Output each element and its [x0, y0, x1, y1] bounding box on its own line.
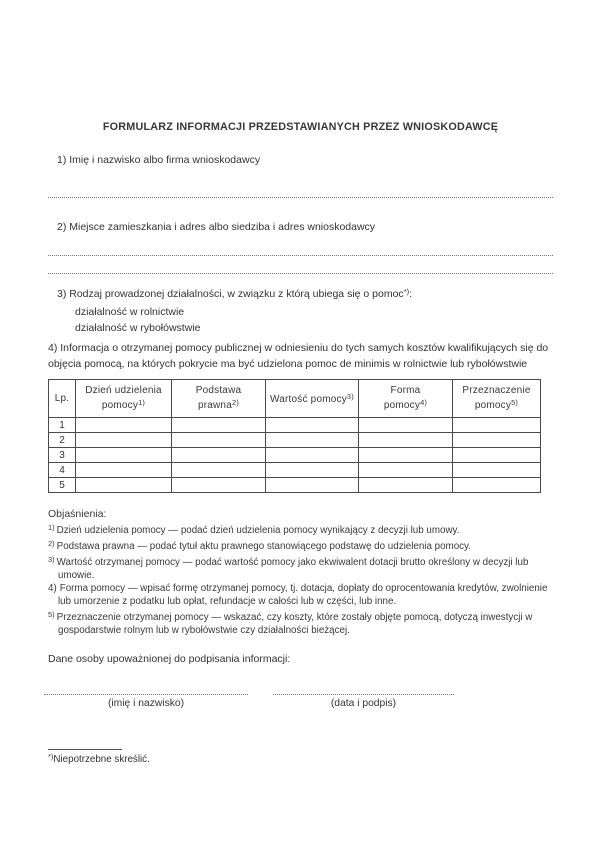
- signature-intro: Dane osoby upoważnionej do podpisania informacji:: [48, 653, 291, 665]
- signature-name-block: [44, 694, 248, 709]
- col-header-legal-basis: Podstawa prawna$^{2)}$: [172, 380, 266, 418]
- table-cell-legal-basis[interactable]: [172, 463, 266, 478]
- table-cell-legal-basis[interactable]: [172, 448, 266, 463]
- table-cell-aid-form[interactable]: [359, 433, 453, 448]
- note-3-marker: 3): [48, 555, 55, 564]
- table-cell-aid-purpose[interactable]: [453, 418, 541, 433]
- col-header-aid-purpose: Przeznaczenie pomocy$^{5)}$: [453, 380, 541, 418]
- col-header-aid-form: Forma pomocy$^{4)}$: [359, 380, 453, 418]
- table-cell-aid-value[interactable]: [266, 448, 359, 463]
- table-cell-grant-date[interactable]: [76, 418, 172, 433]
- col-header-grant-date: Dzień udzielenia pomocy$^{1)}$: [76, 380, 172, 418]
- table-cell-aid-form[interactable]: [359, 448, 453, 463]
- aid-table: [48, 379, 541, 493]
- table-cell-aid-purpose[interactable]: [453, 448, 541, 463]
- table-cell-aid-value[interactable]: [266, 433, 359, 448]
- table-cell-aid-form[interactable]: [359, 478, 453, 493]
- activity-option-agriculture[interactable]: działalność w rolnictwie: [75, 306, 185, 318]
- note-1-marker: 1): [48, 523, 55, 532]
- address-fill-line-2[interactable]: [48, 273, 553, 274]
- explanation-note-3: $^{3)}$ Wartość otrzymanej pomocy — podać wartość pomocy jako ekwiwalent dotacji brutto określony w decyzji lub umowie.: [48, 555, 529, 581]
- signature-name-fill-line[interactable]: [44, 694, 248, 695]
- table-cell-grant-date[interactable]: [76, 433, 172, 448]
- signature-date-block: [273, 694, 454, 709]
- table-cell-legal-basis[interactable]: [172, 433, 266, 448]
- signature-row: [48, 694, 553, 709]
- col-header-lp: Lp.: [49, 380, 76, 418]
- note-2-marker: 2): [48, 539, 55, 548]
- signature-date-fill-line[interactable]: [273, 694, 454, 695]
- table-cell-aid-purpose[interactable]: [453, 478, 541, 493]
- note-5-marker: 5): [48, 610, 55, 619]
- explanation-note-1: $^{1)}$ Dzień udzielenia pomocy — podać dzień udzielenia pomocy wynikający z decyzji lub umowy.: [48, 523, 460, 536]
- address-fill-line-1[interactable]: [48, 255, 553, 256]
- aid-table-header-row: [49, 380, 541, 418]
- explanations-heading: Objaśnienia:: [48, 508, 107, 520]
- table-cell-aid-purpose[interactable]: [453, 433, 541, 448]
- table-cell-grant-date[interactable]: [76, 478, 172, 493]
- table-row: [49, 478, 541, 493]
- row-number: 1: [49, 418, 76, 433]
- note-4-marker: 4): [48, 583, 57, 594]
- field-2-label: 2) Miejsce zamieszkania i adres albo siedziba i adres wnioskodawcy: [57, 221, 376, 233]
- table-cell-aid-purpose[interactable]: [453, 463, 541, 478]
- footnote-divider: [48, 749, 122, 750]
- row-number: 4: [49, 463, 76, 478]
- activity-option-fishery[interactable]: działalność w rybołówstwie: [75, 322, 201, 334]
- table-row: [49, 448, 541, 463]
- table-cell-legal-basis[interactable]: [172, 478, 266, 493]
- date-caption: (data i podpis): [330, 698, 397, 709]
- explanation-note-2: $^{2)}$ Podstawa prawna — podać tytuł aktu prawnego stanowiącego podstawę do udzielenia pomocy.: [48, 539, 471, 552]
- name-caption: (imię i nazwisko): [107, 698, 185, 709]
- activity-options: [75, 304, 553, 336]
- page-title: FORMULARZ INFORMACJI PRZEDSTAWIANYCH PRZEZ WNIOSKODAWCĘ: [102, 121, 499, 133]
- field-3-label: [57, 287, 553, 300]
- footnote-text: *)Niepotrzebne skreślić.: [48, 752, 150, 765]
- field-3-text: 3) Rodzaj prowadzonej działalności, w związku z którą ubiega się o pomoc: [57, 288, 404, 300]
- explanation-note-4: 4) Forma pomocy — wpisać formę otrzymanej pomocy, tj. dotacja, dopłaty do oprocentowania kredytów, zwolnienie lub umorzenie z podatku lub opłat, refundacje w całości lub w części, lub inne.: [48, 583, 548, 607]
- col-header-aid-value: Wartość pomocy$^{3)}$: [266, 380, 359, 418]
- row-number: 3: [49, 448, 76, 463]
- row-number: 2: [49, 433, 76, 448]
- table-cell-aid-form[interactable]: [359, 418, 453, 433]
- table-cell-legal-basis[interactable]: [172, 418, 266, 433]
- table-cell-grant-date[interactable]: [76, 463, 172, 478]
- field-3-suffix: :: [409, 288, 413, 300]
- table-row: [49, 433, 541, 448]
- field-3-footnote-marker: *): [403, 287, 410, 296]
- table-row: [49, 418, 541, 433]
- table-cell-aid-form[interactable]: [359, 463, 453, 478]
- table-cell-grant-date[interactable]: [76, 448, 172, 463]
- footnote-marker: *): [48, 752, 54, 761]
- row-number: 5: [49, 478, 76, 493]
- table-cell-aid-value[interactable]: [266, 478, 359, 493]
- footnote-block: [48, 749, 448, 765]
- explanation-note-5: $^{5)}$ Przeznaczenie otrzymanej pomocy — wskazać, czy koszty, które zostały objęte pomocą, dotyczą inwestycji w gospodarstwie rolnym lub w rybołówstwie czy działalności bieżącej.: [48, 610, 533, 636]
- table-cell-aid-value[interactable]: [266, 463, 359, 478]
- table-row: [49, 463, 541, 478]
- field-1-label: 1) Imię i nazwisko albo firma wnioskodawcy: [57, 154, 261, 166]
- table-cell-aid-value[interactable]: [266, 418, 359, 433]
- explanations-list: [48, 521, 553, 637]
- applicant-name-fill-line[interactable]: [48, 197, 553, 198]
- field-4-label: 4) Informacja o otrzymanej pomocy publicznej w odniesieniu do tych samych kosztów kwalifikujących się do objęcia pomocą, na których pokrycie ma być udzielona pomoc de minimis w rolnictwie lub rybołówstwie: [48, 342, 549, 370]
